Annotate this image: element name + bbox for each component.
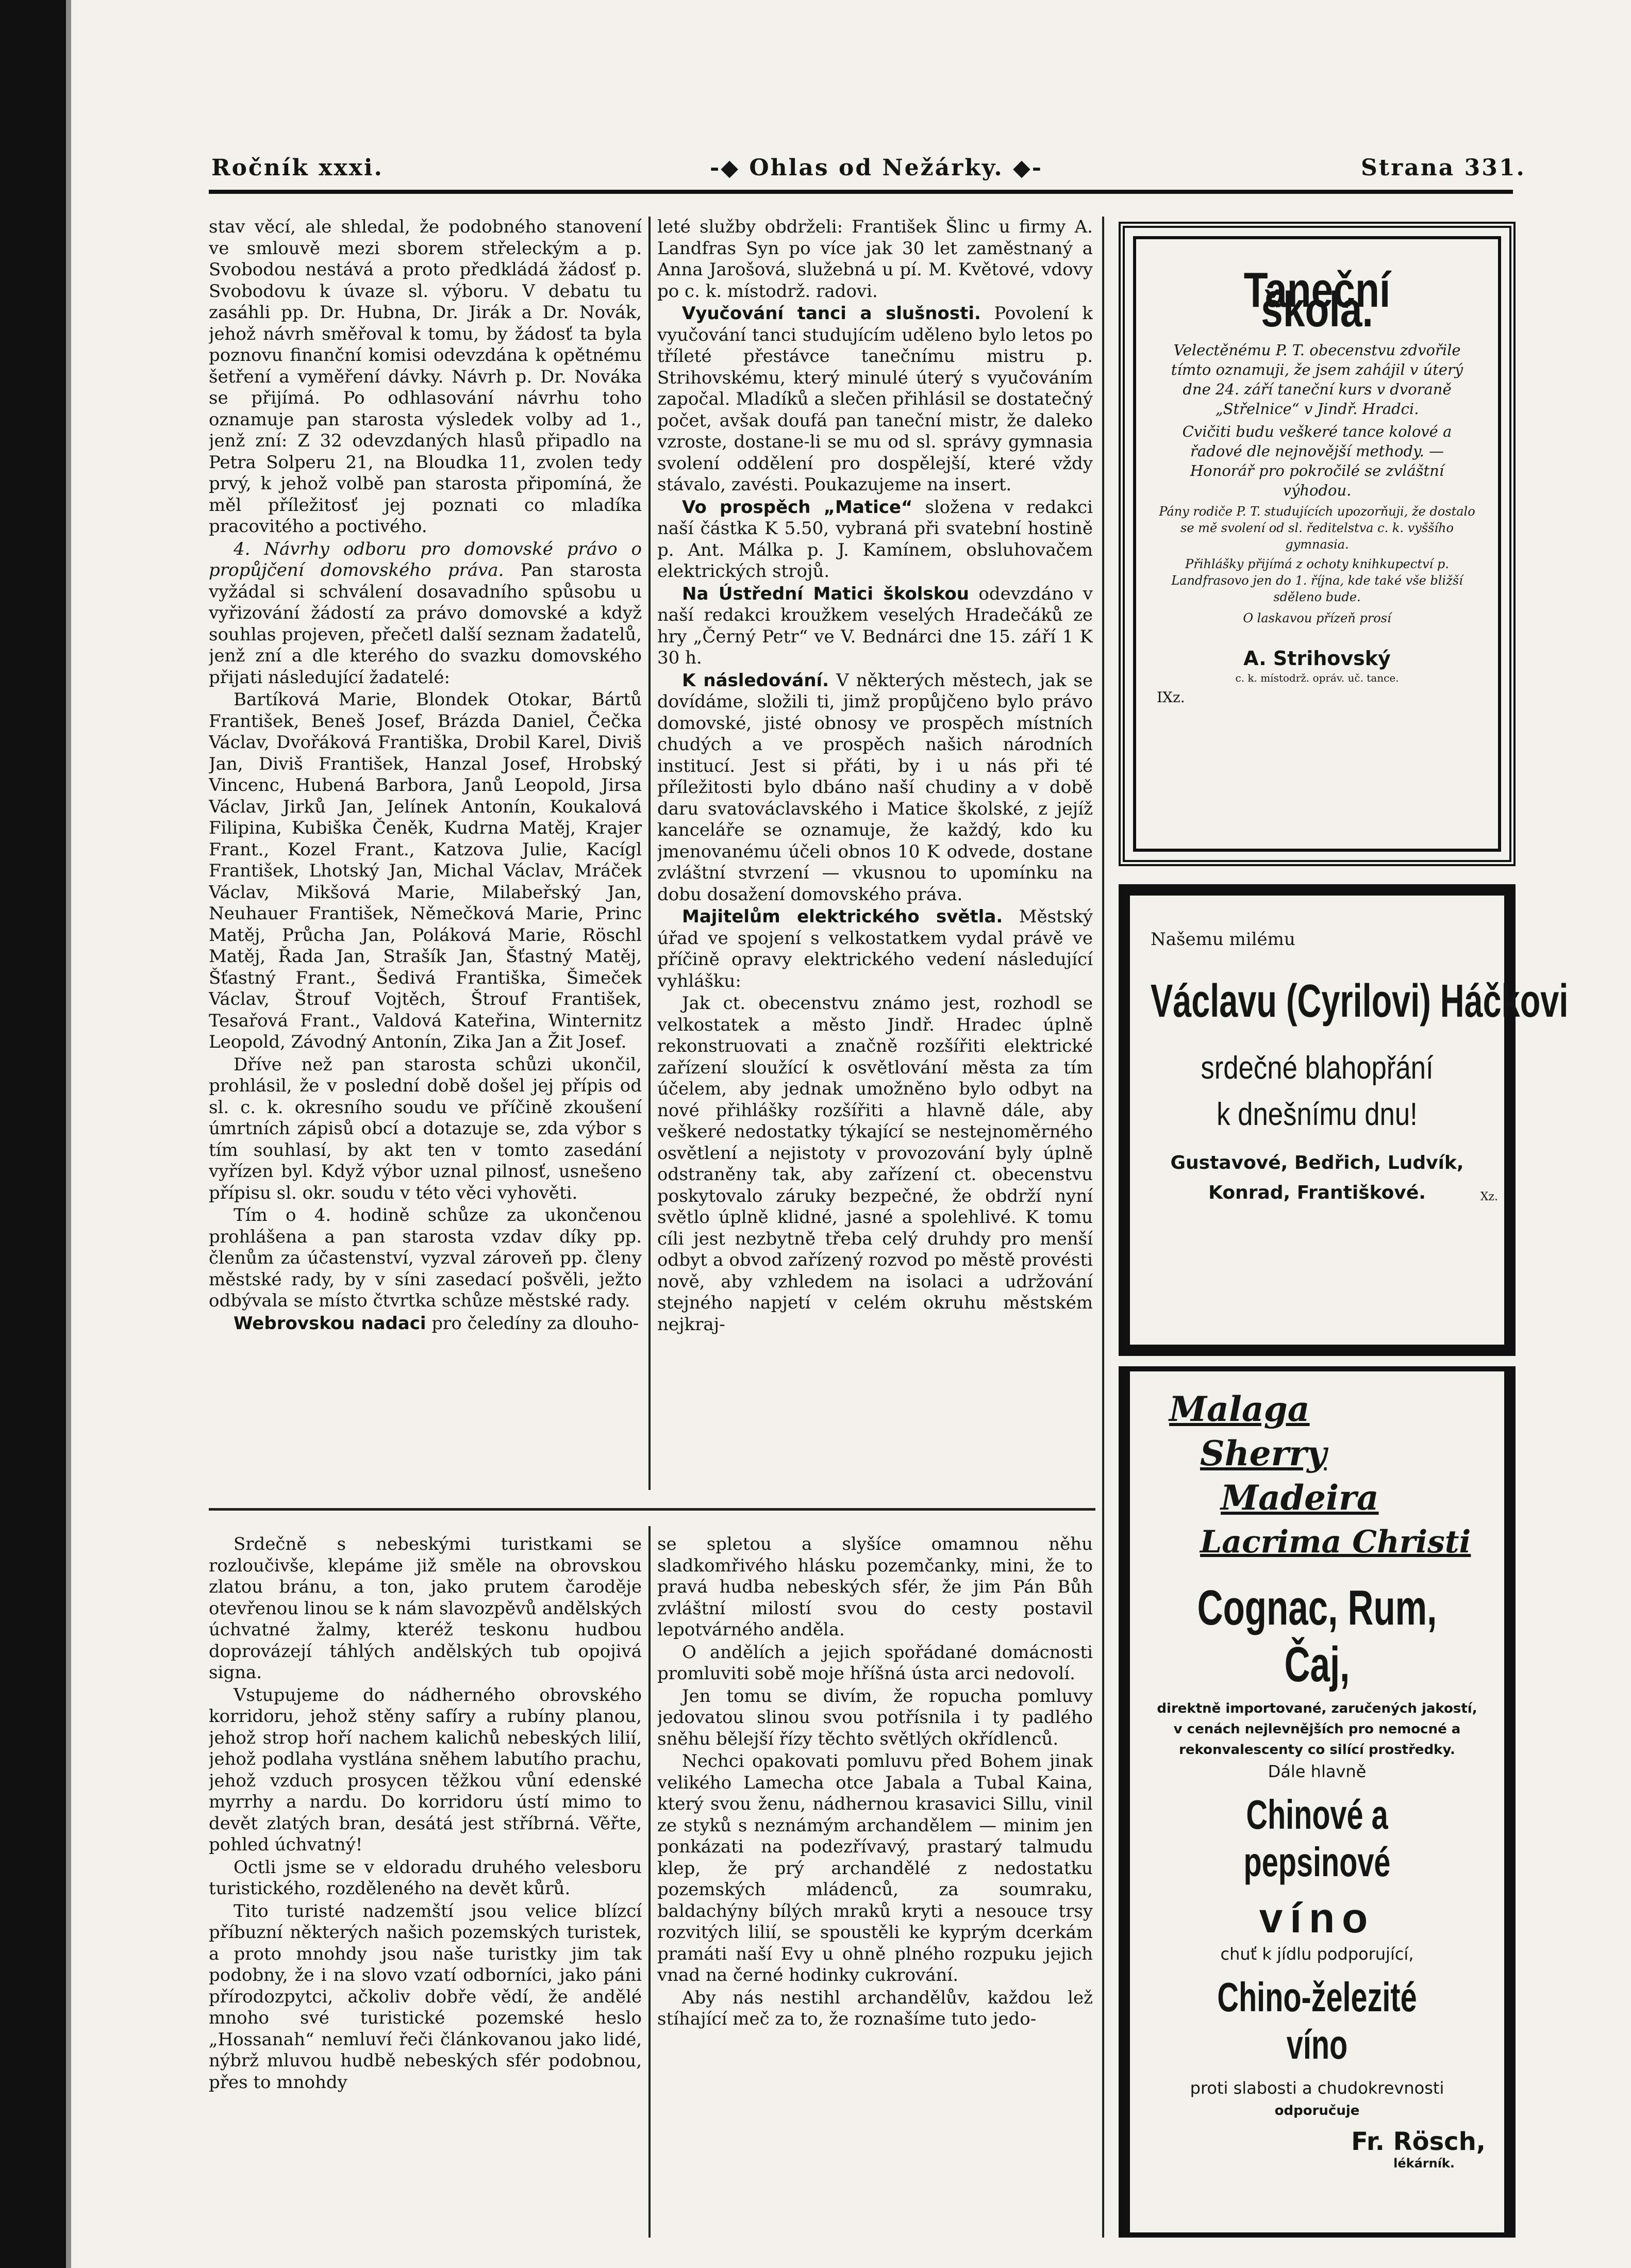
paragraph-text: V některých městech, jak se dovídáme, složili ti, jimž propůjčeno bylo právo domovské, jisté obnosy ve prospěch místních chudých a ve prospěch našich národních institucí. Jest si přáti, by i u nás při té příležitosti bylo dbáno naší chudiny a v době daru svatováclavského i Matice školské, z jejíž kanceláře se oznamuje, že každý, kdo ku jmenovanému účeli obnos 10 K odvede, dostane zvláštní stvrzení — vkusnou to upomínku na dobu dosažení domovského práva. [657,670,1093,905]
wine-name: Lacrima Christi [1200,1524,1471,1560]
ad-code: IXz. [1157,689,1185,706]
paragraph: Jak ct. obecenstvu známo jest, rozhodl se velkostatek a město Jindř. Hradec úplně rekonstruovati a značně rozšířiti elektrické zařízení sloužící k osvětlování města za tím účelem, aby jednak umožněno bylo odbyt na nové přihlášky rozšířiti a hlavně dále, aby veškeré nedostatky týkající se nestejnoměrného osvětlení a nejistoty v provozování byly úplně odstraněny tak, aby zařízení ct. obecenstvu poskytovalo záruky bezpečné, že obdrží nyní světlo úplně klidné, jasné a spolehlivé. K tomu cíli jest nezbytně třeba celý druhdy pro menší odbyt a obvod zařízený rozvod po městě provésti nově, aby vzhledem na isolaci a udržování stejného napjetí v celém okruhu městském nejkraj- [657,993,1093,1335]
ad-code: Xz. [1480,1190,1498,1203]
feuilleton-rule [209,1508,1095,1511]
feuilleton-column-2 [657,1534,1093,2235]
ad-signature-title: c. k. místodrž. opráv. uč. tance. [1235,672,1399,684]
feuilleton-divider [648,1526,651,2238]
ad-text: Cvičiti budu veškeré tance kolové a řadové dle nejnovější methody. — Honorář pro pokročilé se zvláštní výhodou. [1182,423,1452,499]
page-number: Strana 331. [1361,155,1526,181]
paragraph-text: pro čeledíny za dlouho- [431,1313,639,1334]
paragraph: Octli jsme se v eldoradu druhého velesboru turistického, rozděleného na devět kůrů. [209,1857,642,1899]
news-heading: Vyučování tanci a slušnosti. [682,303,981,324]
paragraph: se spletou a slyšíce omamnou něhu sladkomřivého hlásku pozemčanky, mini, že to pravá hudba nebeských sfér, že jim Pán Bůh zvláštní milostí svou do cesty postavil lepotvárného anděla. [657,1534,1093,1640]
paragraph: Srdečně s nebeskými turistkami se rozloučivše, klepáme již směle na obrovskou zlatou bránu, a ton, jako prutem čaroděje otevřenou linou se k nám slavozpěvů andělských úchvatné žalmy, kteréž teskonu hudbou doprovázejí táhlých andělských tub opojivá signa. [209,1534,642,1683]
page-edge [66,0,71,2268]
book-spine [0,0,66,2268]
masthead-title: -◆ Ohlas od Nežárky. ◆- [709,155,1043,181]
paragraph-text: odevzdáno v naší redakci kroužkem veselých Hradečáků ze hry „Černý Petr“ ve V. Bednárci dne 15. září 1 K 30 h. [657,583,1093,668]
applicant-list: Bartíková Marie, Blondek Otokar, Bártů František, Beneš Josef, Brázda Daniel, Čečka Václav, Dvořáková Františka, Drobil Karel, Diviš Jan, Diviš František, Hanzal Josef, Hrobský Vincenc, Hubená Barbora, Janů Leopold, Jirsa Václav, Jirků Jan, Jelínek Antonín, Koukalová Filipina, Kubiška Čeněk, Kudrna Matěj, Krajer Frant., Kozel Frant., Katzova Julie, Kacígl František, Lhotský Jan, Michal Václav, Mráček Václav, Mikšová Marie, Milabeřský Jan, Neuhauer František, Němečková Marie, Princ Matěj, Průcha Jan, Poláková Marie, Röschl Matěj, Řada Jan, Strašík Jan, Šťastný Matěj, Šťastný Frant., Šedivá Františka, Šimeček Václav, Štrouf Vojtěch, Štrouf František, Tesařová Frant., Valdová Kateřina, Winternitz Leopold, Závodný Antonín, Zika Jan a Žit Josef. [209,689,642,1052]
header-rule [209,190,1513,194]
paragraph: Nechci opakovati pomluvu před Bohem jinak velikého Lamecha otce Jabala a Tubal Kaina, který svou ženu, nádhernou krasavici Sillu, vinil ze styků s neznámým archandělem — minim jen ponkázati na podezřívavý, prastarý talmudu klep, že prý archandělé z nedostatku pozemských mládenců, za soumraku, baldachýny bílých mraků kryti a nesouce trsy rozvitých lilií, se spoustěli ke kyprým dcerkám pramáti naší Evy u ohně plného rozpuku jejich vnad na černé hodinky cukrování. [657,1751,1093,1985]
greeting-line: srdečné blahopřání [1201,1050,1434,1086]
ad-text: Dále hlavně [1268,1762,1367,1781]
ad-signature: A. Strihovský [1243,647,1391,670]
ad-text: O laskavou přízeň prosí [1243,611,1391,625]
greeting-name: Václavu (Cyrilovi) Háčkovi [1151,975,1569,1027]
paragraph: Aby nás nestihl archandělův, každou lež stíhající meč za to, že roznašíme tuto jedo- [657,1987,1093,2029]
ad-text: rekonvalescenty co silící prostředky. [1179,1742,1455,1758]
pharmacy-wine-ad [1119,1366,1516,2238]
news-item [657,584,1093,669]
ad-signature-title: lékárník. [1393,2156,1455,2171]
feuilleton-column-1 [209,1534,642,2235]
ad-text: proti slabosti a chudokrevnosti [1190,2078,1444,2098]
news-heading: Na Ústřední Matici školskou [682,583,969,604]
greeting-line: k dnešnímu dnu! [1217,1097,1418,1132]
news-item [657,670,1093,906]
paragraph: Tito turisté nadzemští jsou velice blízcí příbuzní některých našich pozemských turistek, a proto mnohdy jsou naše turistky jim tak podobny, že i na slovo vzatí odborníci, jako páni přírodozpytci, ačkoliv dobře vědí, že andělé mnoho své turistické pozemské heslo „Hossanah“ nemluví řeči článkovanou jako lidé, nýbrž mluvou hudbě nebeských sfér podobnou, přes to mnohdy [209,1900,642,2093]
article-column-2 [657,217,1093,1475]
greeting-senders: Konrad, Františkové. [1208,1182,1426,1203]
news-heading: Majitelům elektrického světla. [682,906,1003,927]
ad-title: Taneční škola. [1243,262,1391,337]
news-heading: Vo prospěch „Matice“ [682,496,913,518]
ad-headline: Chino-železité víno [1217,1974,1417,2067]
paragraph [209,1313,642,1335]
ad-text: Velectěnému P. T. obecenstvu zdvořile tímto oznamuji, že jsem zahájil v úterý dne 24. září taneční kurs v dvoraně „Střelnice“ v Jindř. Hradci. [1171,341,1463,418]
ad-headline: Chinové a pepsinové [1243,1792,1391,1885]
paragraph [209,539,642,689]
greeting-ad [1119,884,1569,1356]
ad-headline: víno [1259,1895,1375,1942]
section-heading: 4. Návrhy odboru pro domovské právo o propůjčení domovského práva. [209,538,642,581]
ad-column-divider [1102,217,1104,2238]
volume-label: Ročník xxxi. [211,155,384,181]
paragraph: Tím o 4. hodině schůze za ukončenou prohlášena a pan starosta vzdav díky pp. členům za účastenství, vyzval zároveň pp. členy městské rady, by v síni zasedací pošvěli, ježto odbývala se místo čtvrtka schůze městské rady. [209,1205,642,1311]
news-item [657,497,1093,583]
wine-name: Sherry [1200,1433,1327,1474]
ad-signature: Fr. Rösch, [1351,2127,1486,2156]
news-heading: Webrovskou nadaci [234,1313,426,1334]
paragraph: Vstupujeme do nádherného obrovského korridoru, jehož stěny safíry a rubíny planou, jehož strop hoří nachem kalichů nebeských lilií, jehož podlaha vystlána sněhem labutího prachu, jehož vzduch prosycen těžkou vůní edenské myrrhy a nardu. Do korridoru ústí mimo to devět zlatých bran, desátá jest stříbrná. Věřte, pohled úchvatný! [209,1684,642,1855]
news-item [657,303,1093,496]
ad-text: Pány rodiče P. T. studujících upozorňuji, že dostalo se mě svolení od sl. ředitelstva c. k. vyššího gymnasia. [1159,504,1475,552]
paragraph-text: Městský úřad ve spojení s velkostatkem vydal právě ve příčině opravy elektrického vedení následující vyhlášku: [657,906,1093,991]
ad-inner-frame [1133,236,1501,852]
ad-headline: Cognac, Rum, Čaj, [1197,1580,1437,1692]
paragraph-text: složena v redakci naší částka K 5.50, vybraná při svatební hostině p. Ant. Málka p. J. Kamínem, obsluhovačem elektrických strojů. [657,496,1093,582]
ad-text: chuť k jídlu podporující, [1220,1944,1414,1964]
ad-text: direktně importované, zaručených jakostí, [1157,1701,1477,1716]
paragraph-text: Pan starosta vyžádal si schválení dosavadního spůsobu u vyřizování žádostí za právo domovské a když souhlas projeven, přečetl další seznam žadatelů, jenž zní a dle kterého do svazku domovského přijati následující žadatelé: [209,560,642,688]
article-column-1 [209,217,642,1475]
ad-text: v cenách nejlevnějších pro nemocné a [1173,1721,1461,1737]
wine-name: Malaga [1169,1389,1310,1429]
paragraph: Jen tomu se divím, že ropucha pomluvy jedovatou slinou svou potřísnila i ty padlého sněhu bělejší řízy těchto světlých okřídlenců. [657,1685,1093,1749]
column-divider [648,217,651,1490]
greeting-salutation: Našemu milému [1151,929,1295,950]
ad-text: odporučuje [1274,2103,1360,2118]
greeting-senders: Gustavové, Bedřich, Ludvík, [1170,1152,1464,1173]
dance-school-ad [1119,222,1516,866]
news-heading: K následování. [682,670,829,691]
wine-name: Madeira [1221,1478,1379,1518]
paragraph-text: Povolení k vyučování tanci studujícím uděleno bylo letos po tříleté přestávce tanečnímu mistru p. Strihovskému, který minulé úterý s vyučováním započal. Mladíků a slečen přihlásil se dostatečný počet, avšak doufá pan taneční mistr, že daleko vzroste, dostane-li se mu od sl. správy gymnasia svolení oddělení pro dospělejší, které vždy stávalo, zavésti. Poukazujeme na insert. [657,303,1093,495]
paragraph: leté služby obdrželi: František Šlinc u firmy A. Landfras Syn po více jak 30 let zaměstnaný a Anna Jarošová, služebná u pí. M. Květové, vdovy po c. k. místodrž. radovi. [657,217,1093,302]
paragraph: Dříve než pan starosta schůzi ukončil, prohlásil, že v poslední době došel jej přípis od sl. c. k. okresního soudu ve příčině zkoušení úmrtních zápisů obcí a dotazuje se, zda výbor s tím souhlasí, by akt ten v tomto zasedání vyřízen byl. Když výbor uznal pilnosť, usnešeno přípisu sl. okr. soudu v této věci vyhověti. [209,1054,642,1203]
ad-text: Přihlášky přijímá z ochoty knihkupectví p. Landfrasovo jen do 1. října, kde také vše bližší sděleno bude. [1171,557,1463,604]
paragraph: O andělích a jejich spořádané domácnosti promluviti sobě moje hříšná ústa arci nedovolí. [657,1642,1093,1684]
news-item [657,906,1093,992]
paragraph: stav věcí, ale shledal, že podobného stanovení ve smlouvě mezi sborem střeleckým a p. Svobodou nestává a proto předkládá žádosť p. Svobodovu k úvaze sl. výboru. V debatu tu zasáhli pp. Dr. Hubna, Dr. Jirák a Dr. Novák, jehož návrh směřoval k tomu, by žádosť ta byla poznovu finanční komisi odevzdána k opětnému šetření a vyměření dávky. Návrh p. Dr. Nováka se přijímá. Po odhlasování návrhu toho oznamuje pan starosta výsledek volby ad 1., jenž zní: Z 32 odevzdaných hlasů připadlo na Petra Solperu 21, na Bloudka 11, zvolen tedy prvý, k jehož volbě pan starosta připomíná, že měl příležitosť jej poznati co mladíka pracovitého a poctivého. [209,217,642,537]
